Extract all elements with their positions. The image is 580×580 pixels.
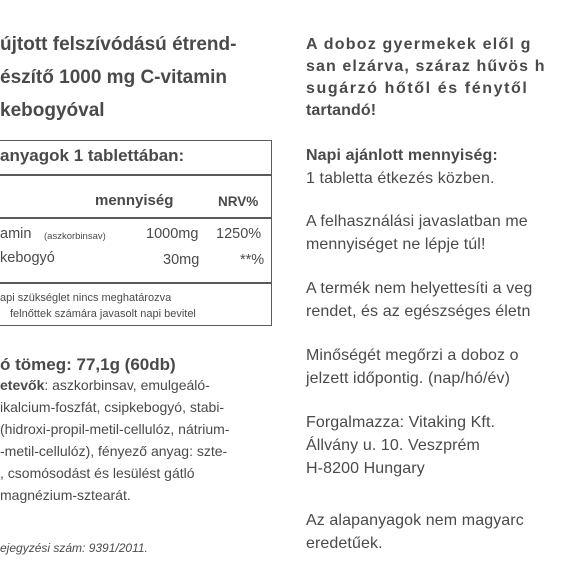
footnote: felnőttek számára javasolt napi bevitel <box>10 308 196 320</box>
daily-dose-text: 1 tabletta étkezés közben. <box>306 170 495 187</box>
ingredients-label: etevők <box>0 377 45 393</box>
divider <box>0 174 272 176</box>
ingredients-line: magnézium-sztearát. <box>0 487 131 503</box>
ingredients-line: -metil-cellulóz), fényező anyag: szte- <box>0 443 228 459</box>
quality-line: Minőségét megőrzi a doboz o <box>306 347 519 364</box>
replace-line: A termék nem helyettesíti a veg <box>306 280 533 297</box>
warning-line: tartandó! <box>306 102 377 119</box>
ingredients-line: ikalcium-foszfát, csipkebogyó, stabi- <box>0 399 225 415</box>
limit-line: A felhasználási javaslatban me <box>306 213 528 230</box>
warning-line: A doboz gyermekek elől g <box>306 36 532 53</box>
limit-line: mennyiséget ne lépje túl! <box>306 236 486 253</box>
row-nrv: **% <box>240 252 265 268</box>
title-line: újtott felszívódású étrend- <box>0 34 237 55</box>
distributor-line: H-8200 Hungary <box>306 460 425 477</box>
row-note: (aszkorbinsav) <box>44 231 106 242</box>
row-name: amin <box>0 226 32 242</box>
replace-line: rendet, és az egészséges életn <box>306 303 531 320</box>
title-line: észítő 1000 mg C-vitamin <box>0 67 228 88</box>
row-quantity: 30mg <box>163 252 200 268</box>
distributor-line: Állvány u. 10. Veszprém <box>306 437 480 454</box>
origin-line: Az alapanyagok nem magyarc <box>306 512 524 529</box>
divider <box>0 217 272 219</box>
column-header-nrv: NRV% <box>218 194 259 209</box>
daily-dose-title: Napi ajánlott mennyiség: <box>306 147 498 164</box>
origin-line: eredetűek. <box>306 535 383 552</box>
row-quantity: 1000mg <box>146 226 199 242</box>
column-header-quantity: mennyiség <box>95 192 174 209</box>
registration-number: ejegyzési szám: 9391/2011. <box>0 541 148 555</box>
ingredients-line: , csomósodást és lesülést gátló <box>0 465 195 481</box>
divider <box>0 282 272 284</box>
ingredients-line: etevők: aszkorbinsav, emulgeáló- <box>0 377 210 393</box>
distributor-line: Forgalmazza: Vitaking Kft. <box>306 414 496 431</box>
warning-line: san elzárva, száraz hűvös h <box>306 58 546 75</box>
quality-line: jelzett időpontig. (nap/hó/év) <box>306 370 511 387</box>
footnote: api szükséglet nincs meghatározva <box>0 292 172 304</box>
row-nrv: 1250% <box>216 226 262 242</box>
nutrition-heading: anyagok 1 tablettában: <box>0 146 185 165</box>
warning-line: sugárzó hőtől és fénytől <box>306 80 529 97</box>
net-weight: ó tömeg: 77,1g (60db) <box>0 355 176 374</box>
title-line: kebogyóval <box>0 100 105 121</box>
ingredients-line: (hidroxi-propil-metil-cellulóz, nátrium- <box>0 421 230 437</box>
row-name: kebogyó <box>0 250 55 266</box>
